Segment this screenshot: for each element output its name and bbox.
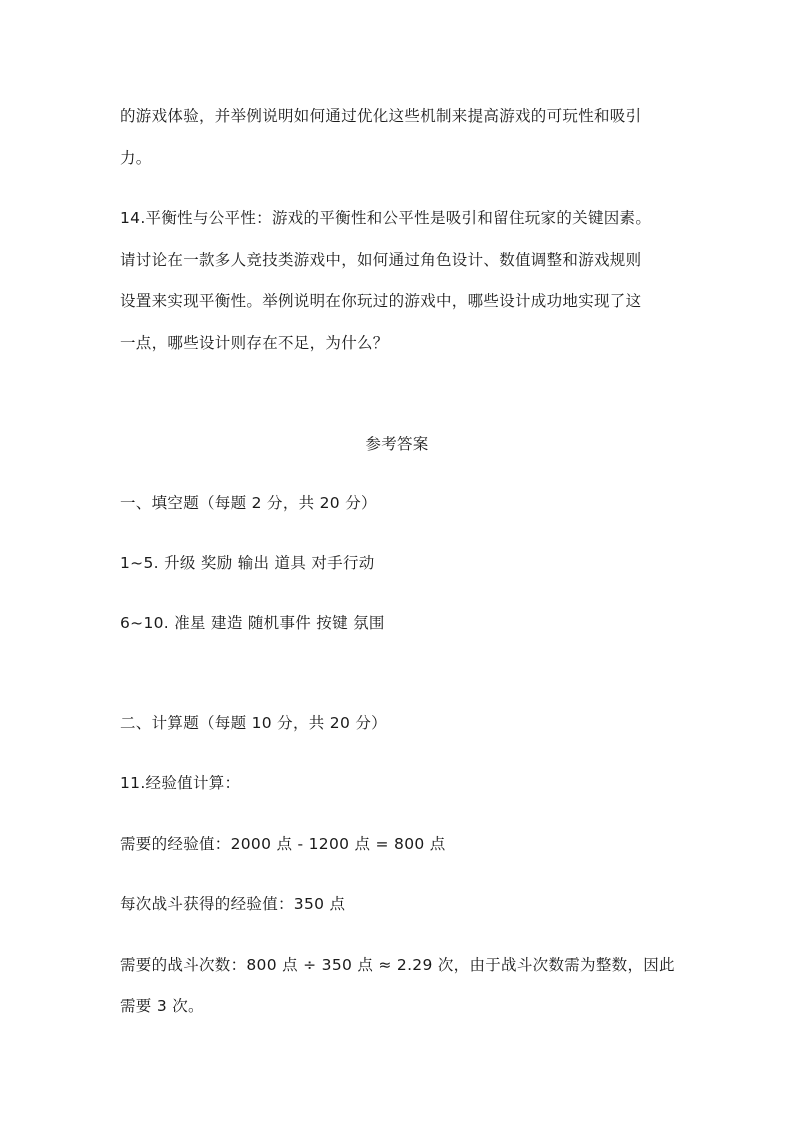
section1-heading: 一、填空题（每题 2 分，共 20 分） — [120, 494, 377, 512]
q14-text-line-3: 设置来实现平衡性。举例说明在你玩过的游戏中，哪些设计成功地实现了这 — [120, 292, 642, 310]
q14-text-line-1: 14.平衡性与公平性：游戏的平衡性和公平性是吸引和留住玩家的关键因素。 — [120, 209, 652, 227]
section2-heading: 二、计算题（每题 10 分，共 20 分） — [120, 714, 387, 732]
fill-blank-answers-1-5: 1~5. 升级 奖励 输出 道具 对手行动 — [120, 554, 375, 572]
needed-exp-line: 需要的经验值：2000 点 - 1200 点 = 800 点 — [120, 835, 446, 853]
answers-title: 参考答案 — [365, 435, 429, 453]
q14-text-line-4: 一点，哪些设计则存在不足，为什么？ — [120, 334, 389, 352]
exp-per-battle-line: 每次战斗获得的经验值：350 点 — [120, 895, 346, 913]
battles-needed-line-1: 需要的战斗次数：800 点 ÷ 350 点 ≈ 2.29 次，由于战斗次数需为整数，因此 — [120, 956, 675, 974]
q13-text-line-2: 力。 — [120, 149, 152, 167]
fill-blank-answers-6-10: 6~10. 准星 建造 随机事件 按键 氛围 — [120, 614, 385, 632]
battles-needed-line-2: 需要 3 次。 — [120, 997, 204, 1015]
q14-text-line-2: 请讨论在一款多人竞技类游戏中，如何通过角色设计、数值调整和游戏规则 — [120, 251, 642, 269]
q13-text-line-1: 的游戏体验，并举例说明如何通过优化这些机制来提高游戏的可玩性和吸引 — [120, 107, 642, 125]
q11-title: 11.经验值计算： — [120, 774, 241, 792]
